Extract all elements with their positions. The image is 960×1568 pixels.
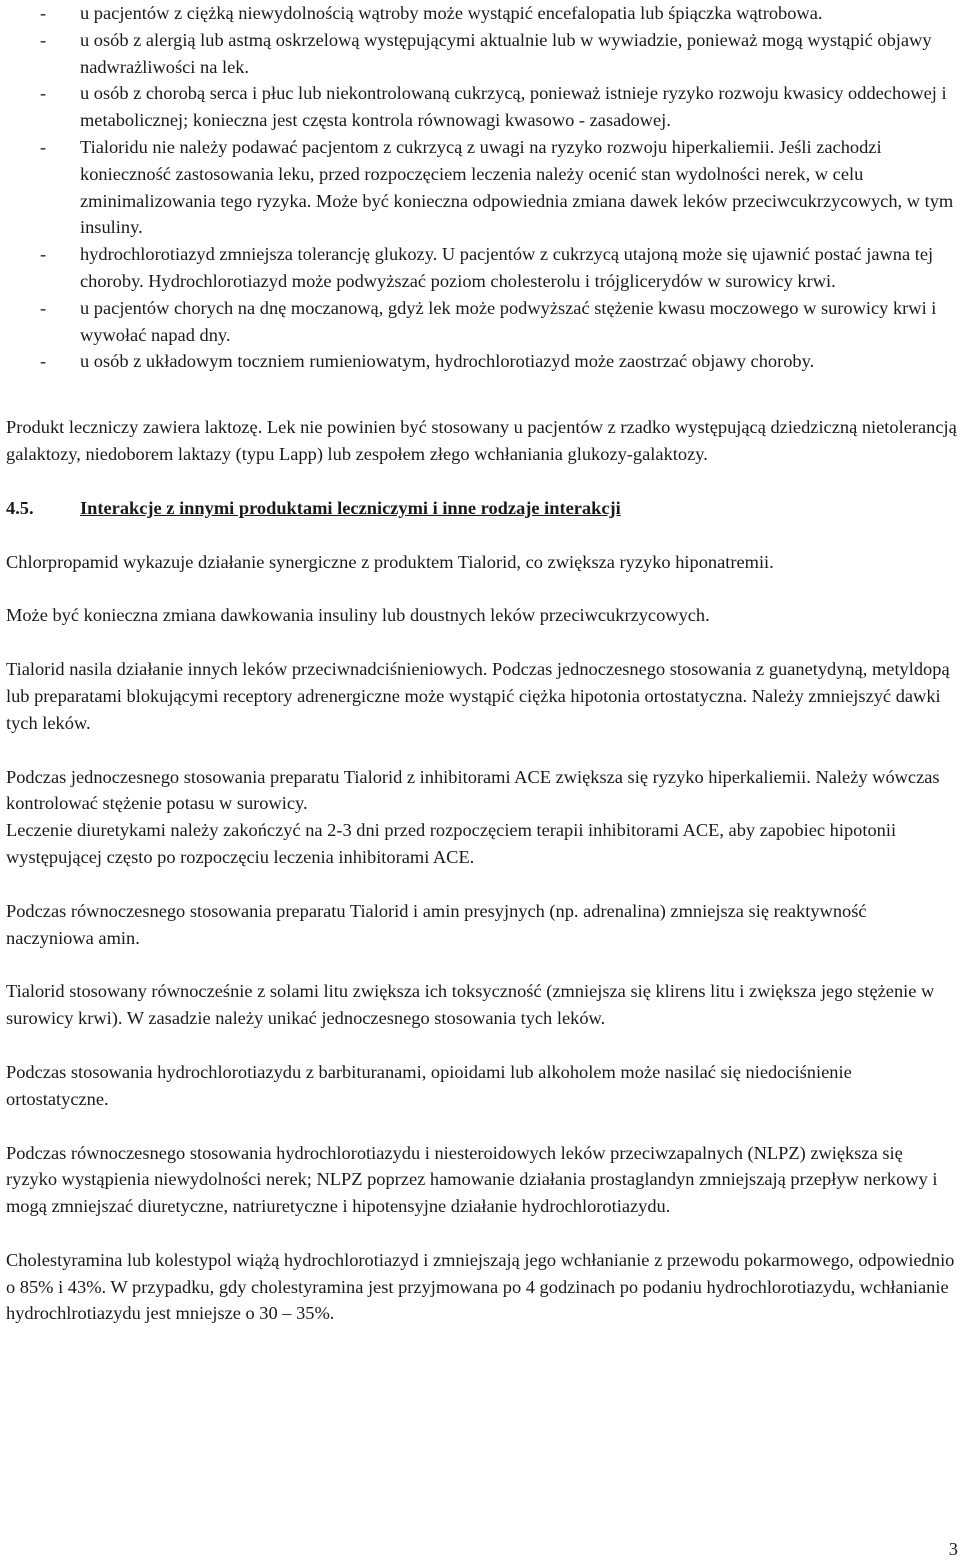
paragraph-pressor-amines: Podczas równoczesnego stosowania preparatu Tialorid i amin presyjnych (np. adrenalina) zmniejsza się reaktywność naczyniowa amin.: [6, 900, 867, 948]
bullet-dash: -: [40, 297, 47, 318]
paragraph-insulin: Może być konieczna zmiana dawkowania insuliny lub doustnych leków przeciwcukrzycowych.: [6, 605, 710, 626]
list-item: [6, 295, 958, 349]
list-item-text: u osób z alergią lub astmą oskrzelową występującymi aktualnie lub w wywiadzie, ponieważ mogą wystąpić objawy nadwrażliwości na lek.: [80, 29, 932, 77]
list-item: [6, 241, 958, 295]
paragraph-diuretics-ace: Leczenie diuretykami należy zakończyć na 2-3 dni przed rozpoczęciem terapii inhibitorami ACE, aby zapobiec hipotonii występującej często po rozpoczęciu leczenia inhibitorami ACE.: [6, 820, 897, 867]
list-item: [6, 80, 958, 134]
list-item: [6, 134, 958, 241]
bullet-dash: -: [40, 136, 47, 157]
section-number: 4.5.: [6, 497, 34, 518]
section-heading: [6, 495, 958, 522]
paragraph-chlorpropamide: Chlorpropamid wykazuje działanie synergiczne z produktem Tialorid, co zwiększa ryzyko hiponatremii.: [6, 551, 774, 572]
bullet-dash: -: [40, 3, 47, 23]
list-item: [6, 348, 958, 375]
bullet-dash: -: [40, 244, 47, 265]
list-item-text: Tialoridu nie należy podawać pacjentom z cukrzycą z uwagi na ryzyko rozwoju hiperkaliemii. Jeśli zachodzi konieczność zastosowania leku, przed rozpoczęciem leczenia należy ocenić stan wydolności nerek, w celu zminimalizowania tego ryzyka. Może być konieczna odpowiednia zmiana dawek leków przeciwcukrzycowych, w tym insuliny.: [80, 136, 954, 238]
paragraph-nsaids: Podczas równoczesnego stosowania hydrochlorotiazydu i niesteroidowych leków przeciwzapalnych (NLPZ) zwiększa się ryzyko wystąpienia niewydolności nerek; NLPZ poprzez hamowanie działania prostaglandyn zmniejszają przepływ nerkowy i mogą zmniejszać diuretyczne, natriuretyczne i hipotensyjne działanie hydrochlorotiazydu.: [6, 1142, 938, 1217]
bullet-dash: -: [40, 29, 47, 50]
list-item-text: u pacjentów z ciężką niewydolnością wątroby może wystąpić encefalopatia lub śpiączka wątrobowa.: [80, 3, 823, 23]
paragraph-cholestyramine: Cholestyramina lub kolestypol wiążą hydrochlorotiazyd i zmniejszają jego wchłanianie z przewodu pokarmowego, odpowiednio o 85% i 43%. W przypadku, gdy cholestyramina jest przyjmowana po 4 godzinach po podaniu hydrochlorotiazydu, wchłanianie hydrochlrotiazydu jest mniejsze o 30 – 35%.: [6, 1249, 955, 1324]
document-page: [6, 0, 958, 1354]
bullet-dash: -: [40, 83, 47, 104]
list-item-text: hydrochlorotiazyd zmniejsza tolerancję glukozy. U pacjentów z cukrzycą utajoną może się ujawnić postać jawna tej choroby. Hydrochlorotiazyd może podwyższać poziom cholesterolu i trójglicerydów w surowicy krwi.: [80, 244, 934, 291]
paragraph-antihypertensives: Tialorid nasila działanie innych leków przeciwnadciśnieniowych. Podczas jednoczesnego stosowania z guanetydyną, metyldopą lub preparatami blokującymi receptory adrenergiczne może wystąpić ciężka hipotonia ortostatyczna. Należy zmniejszyć dawki tych leków.: [6, 659, 950, 733]
list-item: [6, 27, 958, 81]
lactose-paragraph: Produkt leczniczy zawiera laktozę. Lek nie powinien być stosowany u pacjentów z rzadko występującą dziedziczną nietolerancją galaktozy, niedoborem laktazy (typu Lapp) lub zespołem złego wchłaniania glukozy-galaktozy.: [6, 417, 957, 464]
list-item: [6, 0, 958, 27]
precautions-list: [6, 0, 958, 375]
section-title: Interakcje z innymi produktami leczniczymi i inne rodzaje interakcji: [80, 497, 621, 518]
paragraph-lithium: Tialorid stosowany równocześnie z solami litu zwiększa ich toksyczność (zmniejsza się klirens litu i zwiększa jego stężenie w surowicy krwi). W zasadzie należy unikać jednoczesnego stosowania tych leków.: [6, 981, 935, 1029]
list-spacer: [6, 375, 958, 414]
list-item-text: u osób z układowym toczniem rumieniowatym, hydrochlorotiazyd może zaostrzać objawy choroby.: [80, 351, 815, 372]
paragraph-ace-inhibitors: Podczas jednoczesnego stosowania preparatu Tialorid z inhibitorami ACE zwiększa się ryzyko hiperkaliemii. Należy wówczas kontrolować stężenie potasu w surowicy.: [6, 766, 940, 814]
list-item-text: u osób z chorobą serca i płuc lub niekontrolowaną cukrzycą, ponieważ istnieje ryzyko rozwoju kwasicy oddechowej i metabolicznej; konieczna jest częsta kontrola równowagi kwasowo - zasadowej.: [80, 83, 947, 131]
bullet-dash: -: [40, 351, 47, 372]
paragraph-barbiturates: Podczas stosowania hydrochlorotiazydu z barbituranami, opioidami lub alkoholem może nasilać się niedociśnienie ortostatyczne.: [6, 1061, 852, 1109]
page-number: 3: [948, 1539, 958, 1559]
list-item-text: u pacjentów chorych na dnę moczanową, gdyż lek może podwyższać stężenie kwasu moczowego w surowicy krwi i wywołać napad dny.: [80, 297, 937, 345]
